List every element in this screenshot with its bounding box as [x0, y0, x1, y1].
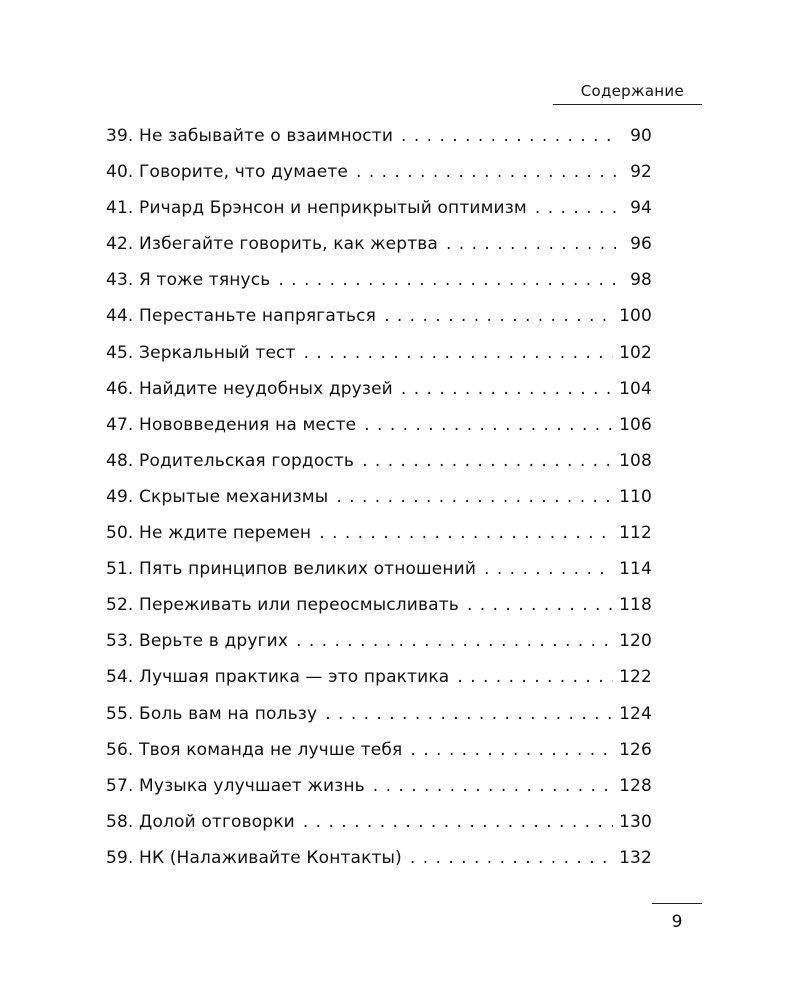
toc-entry-page: 114 [619, 559, 652, 580]
toc-entry [106, 118, 652, 154]
toc-entry-title: 53. Верьте в других [106, 631, 289, 652]
dot-leader [484, 551, 613, 587]
dot-leader [535, 190, 616, 226]
page-number: 9 [671, 912, 683, 932]
toc-entry-page: 118 [619, 595, 652, 616]
toc-entry-page: 108 [619, 450, 652, 471]
running-header [553, 78, 702, 105]
toc-entry-page: 106 [619, 414, 652, 435]
toc-entry [106, 732, 652, 768]
toc-entry [106, 659, 652, 695]
toc-entry [106, 696, 652, 732]
toc-entry-page: 110 [619, 486, 652, 507]
toc-entry-page: 130 [619, 811, 652, 832]
toc-entry [106, 623, 652, 659]
toc-entry-page: 96 [630, 234, 652, 255]
dot-leader [446, 226, 616, 262]
toc-entry-title: 56. Твоя команда не лучше тебя [106, 739, 403, 760]
toc-entry [106, 551, 652, 587]
toc-entry [106, 768, 652, 804]
toc-entry [106, 154, 652, 190]
toc-entry-page: 92 [630, 162, 652, 183]
toc-entry-page: 124 [619, 703, 652, 724]
toc-entry [106, 407, 652, 443]
toc-entry-title: 52. Переживать или переосмысливать [106, 595, 459, 616]
toc-entry-title: 48. Родительская гордость [106, 450, 355, 471]
toc-entry-title: 41. Ричард Брэнсон и неприкрытый оптимизм [106, 198, 527, 219]
dot-leader [384, 298, 613, 334]
toc-entry-page: 132 [619, 847, 652, 868]
toc-entry-page: 112 [619, 523, 652, 544]
dot-leader [325, 696, 613, 732]
toc-entry-page: 102 [619, 342, 652, 363]
toc-entry-title: 44. Перестаньте напрягаться [106, 306, 377, 327]
dot-leader [410, 732, 613, 768]
toc-entry-title: 42. Избегайте говорить, как жертва [106, 234, 438, 255]
toc-entry [106, 479, 652, 515]
dot-leader [303, 804, 613, 840]
dot-leader [304, 335, 613, 371]
toc-entry [106, 515, 652, 551]
toc-entry-title: 40. Говорите, что думаете [106, 162, 349, 183]
toc-entry [106, 587, 652, 623]
toc-entry-page: 94 [630, 198, 652, 219]
dot-leader [356, 154, 616, 190]
toc-entry [106, 190, 652, 226]
toc-entry-title: 58. Долой отговорки [106, 811, 295, 832]
toc-entry [106, 804, 652, 840]
section-title: Содержание [580, 82, 684, 100]
toc-entry-title: 45. Зеркальный тест [106, 342, 296, 363]
toc-entry-title: 49. Скрытые механизмы [106, 486, 329, 507]
dot-leader [457, 659, 613, 695]
dot-leader [373, 768, 613, 804]
toc-entry [106, 298, 652, 334]
dot-leader [401, 118, 616, 154]
toc-entry-title: 51. Пять принципов великих отношений [106, 559, 477, 580]
toc-entry-title: 39. Не забывайте о взаимности [106, 126, 394, 146]
toc-entry [106, 840, 652, 876]
toc-entry-title: 43. Я тоже тянусь [106, 270, 271, 291]
toc-entry-page: 128 [619, 775, 652, 796]
toc-entry-page: 98 [630, 270, 652, 291]
toc-entry-page: 100 [619, 306, 652, 327]
toc-entry [106, 226, 652, 262]
toc-entry [106, 371, 652, 407]
dot-leader [467, 587, 613, 623]
dot-leader [296, 623, 613, 659]
toc-entry [106, 262, 652, 298]
toc-entry-title: 59. НК (Налаживайте Контакты) [106, 847, 402, 868]
toc-entry-title: 57. Музыка улучшает жизнь [106, 775, 365, 796]
toc-entry-title: 50. Не ждите перемен [106, 523, 312, 544]
toc-entry [106, 335, 652, 371]
toc-entry-title: 46. Найдите неудобных друзей [106, 378, 393, 399]
toc-entry-page: 120 [619, 631, 652, 652]
toc-entry-page: 104 [619, 378, 652, 399]
table-of-contents [106, 118, 652, 876]
dot-leader [319, 515, 613, 551]
toc-entry [106, 443, 652, 479]
dot-leader [410, 840, 613, 876]
dot-leader [364, 407, 613, 443]
dot-leader [278, 262, 616, 298]
toc-entry-title: 47. Нововведения на месте [106, 414, 357, 435]
dot-leader [401, 371, 613, 407]
toc-entry-page: 90 [630, 126, 652, 146]
toc-entry-title: 55. Боль вам на пользу [106, 703, 318, 724]
toc-entry-page: 122 [619, 667, 652, 688]
dot-leader [336, 479, 613, 515]
toc-entry-page: 126 [619, 739, 652, 760]
page-footer [652, 903, 702, 940]
toc-entry-title: 54. Лучшая практика — это практика [106, 667, 450, 688]
dot-leader [362, 443, 613, 479]
